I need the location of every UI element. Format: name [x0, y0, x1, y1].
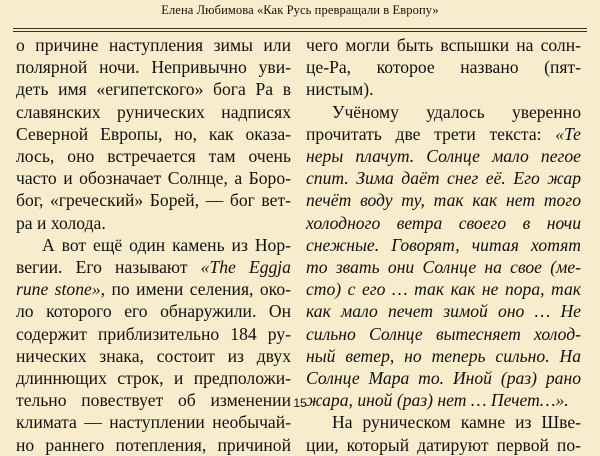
text-line: климата — наступлении необычай-: [16, 412, 291, 433]
text-line: тельно повествует об изменении: [16, 390, 291, 411]
text-run: вегии. Его называют: [16, 257, 201, 278]
italic-quote: rune stone»: [16, 279, 101, 300]
italic-line: печёт воду ту, так как нет того: [306, 190, 581, 211]
running-title: Елена Любимова «Как Русь превращали в Европу»: [161, 3, 439, 17]
text-line: бог, «греческий» Борей, — бог вет-: [16, 190, 291, 211]
text-line: но раннего потепления, причиной: [16, 434, 291, 455]
italic-line: то звать они Солнце на свое (ме-: [306, 257, 581, 278]
text-line: длиннющих строк, и предположи-: [16, 368, 291, 389]
text-line: На руническом камне из Шве-: [332, 412, 581, 433]
italic-line: сильно Солнце вытесняет холод-: [306, 323, 581, 344]
text-line: ра и холода.: [16, 212, 106, 233]
header-rule: [13, 28, 587, 29]
text-line: А вот ещё один камень из Нор-: [42, 234, 291, 255]
text-line: славянских рунических надписях: [16, 101, 291, 122]
text-line: [16, 278, 291, 300]
text-line: ло которого его обнаружили. Он: [16, 301, 291, 322]
header-rule-secondary: [13, 31, 587, 32]
text-line: содержит приблизительно 184 ру-: [16, 323, 291, 344]
text-line: лось, оно встречается там очень: [16, 146, 291, 167]
text-line: деть имя «египетского» бога Ра в: [16, 79, 291, 100]
text-line: Учёному удалось уверенно: [332, 101, 581, 122]
paragraph: [306, 411, 581, 455]
italic-line: сто) с его … так как не пора, так: [306, 279, 581, 300]
text-line: чего могли быть вспышки на солн-: [306, 35, 581, 55]
text-line: [306, 123, 581, 145]
text-line: [16, 256, 291, 278]
text-run: прочитать две трети текста:: [306, 123, 556, 144]
italic-line: спит. Зима даёт снег её. Его жар: [306, 168, 581, 189]
italic-line: жара, иной (раз) нет … Печет…».: [306, 390, 569, 411]
text-run: , по имени селения, око-: [100, 279, 291, 300]
text-line: нических знака, состоит из двух: [16, 345, 291, 366]
text-line: ции, который датируют первой по-: [306, 434, 581, 455]
paragraph: [306, 101, 581, 412]
italic-line: как мало печет зимой оно … Не: [306, 301, 581, 322]
text-line: це-Ра, которое названо (пят-: [306, 57, 581, 78]
italic-line: неры плачут. Солнце мало пегое: [306, 146, 581, 167]
paragraph: [306, 34, 581, 101]
text-line: о причине наступления зимы или: [16, 35, 291, 55]
italic-line: холодного ветра своего в ночи: [306, 212, 581, 233]
left-column: [16, 34, 291, 456]
italic-line: Солнце Мара то. Иной (раз) рано: [306, 368, 581, 389]
paragraph: [16, 34, 291, 234]
text-line: часто и обозначает Солнце, а Боро-: [16, 168, 291, 189]
italic-line: снежные. Говорят, читая хотят: [306, 234, 581, 255]
page-number: 15: [293, 396, 307, 410]
right-column: [306, 34, 581, 456]
italic-quote: «Те: [555, 123, 581, 144]
text-line: Северной Европы, но, как оказа-: [16, 123, 291, 144]
italic-quote: «The Eggja: [200, 257, 291, 278]
italic-line: ный ветер, но теперь сильно. На: [306, 345, 581, 366]
text-line: полярной ночи. Непривычно уви-: [16, 57, 291, 78]
text-line: нистым).: [306, 79, 374, 100]
